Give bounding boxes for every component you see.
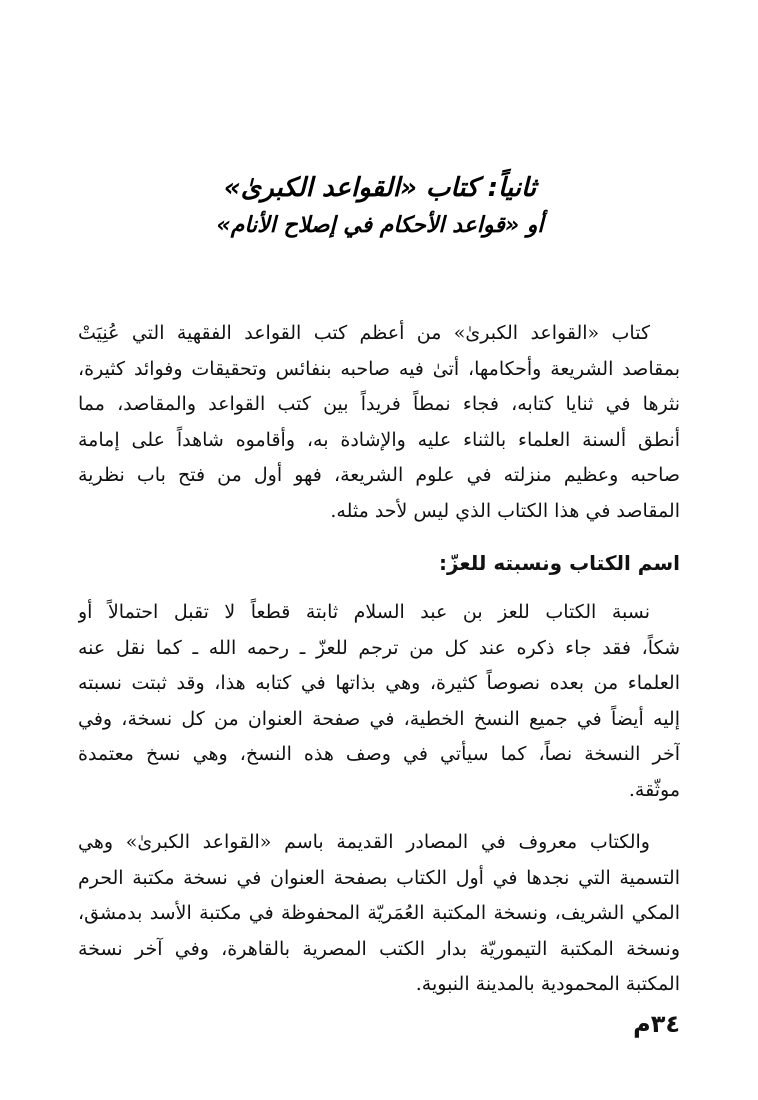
title-line-1: ثانياً: كتاب «القواعد الكبرىٰ» xyxy=(223,173,537,203)
paragraph-book-names xyxy=(78,825,680,1003)
text-line: التسمية التي نجدها في أول الكتاب بصفحة العنوان في نسخة مكتبة الحرم xyxy=(78,866,680,889)
text-line: العلماء من بعده نصوصاً كثيرة، وهي بذاتها في كتابه هذا، وقد ثبتت نسبته xyxy=(78,672,680,694)
text-line: موثّقة. xyxy=(628,778,680,801)
text-line: نسبة الكتاب للعز بن عبد السلام ثابتة قطعاً لا تقبل احتمالاً أو xyxy=(78,601,650,623)
text-line: نثرها في ثنايا كتابه، فجاء نمطاً فريداً بين كتب القواعد والمقاصد، مما xyxy=(78,393,680,415)
section-title xyxy=(170,168,590,244)
text-line: كتاب «القواعد الكبرىٰ» من أعظم كتب القواعد الفقهية التي عُنِيَتْ xyxy=(78,322,650,344)
text-line: صاحبه وعظيم منزلته في علوم الشريعة، فهو أول من فتح باب نظرية xyxy=(78,464,680,486)
paragraph-book-description xyxy=(78,316,680,529)
text-line: المقاصد في هذا الكتاب الذي ليس لأحد مثله. xyxy=(330,499,680,522)
text-line: إليه أيضاً في جميع النسخ الخطية، في صفحة العنوان من كل نسخة، وفي xyxy=(78,707,680,730)
text-line: ونسخة المكتبة التيموريّة بدار الكتب المصرية بالقاهرة، وفي آخر نسخة xyxy=(78,937,680,960)
text-line: بمقاصد الشريعة وأحكامها، أتىٰ فيه صاحبه بنفائس وتحقيقات وفوائد كثيرة، xyxy=(78,357,680,380)
page-number: ٣٤م xyxy=(633,1010,680,1038)
text-line: المكتبة المحمودية بالمدينة النبوية. xyxy=(415,973,680,995)
text-line: أنطق ألسنة العلماء بالثناء عليه والإشادة به، وأقاموه شاهداً على إمامة xyxy=(78,428,680,451)
text-line: المكي الشريف، ونسخة المكتبة العُمَريّة المحفوظة في مكتبة الأسد بدمشق، xyxy=(78,902,680,924)
text-line: شكاً، فقد جاء ذكره عند كل من ترجم للعزّ ـ رحمه الله ـ كما نقل عنه xyxy=(78,636,680,659)
subheading-book-attribution: اسم الكتاب ونسبته للعزّ: xyxy=(438,551,680,575)
text-line: والكتاب معروف في المصادر القديمة باسم «القواعد الكبرىٰ» وهي xyxy=(78,831,650,853)
title-line-2: أو «قواعد الأحكام في إصلاح الأنام» xyxy=(216,213,544,238)
paragraph-attribution xyxy=(78,595,680,808)
text-line: آخر النسخة نصاً، كما سيأتي في وصف هذه النسخ، وهي نسخ معتمدة xyxy=(78,743,680,765)
